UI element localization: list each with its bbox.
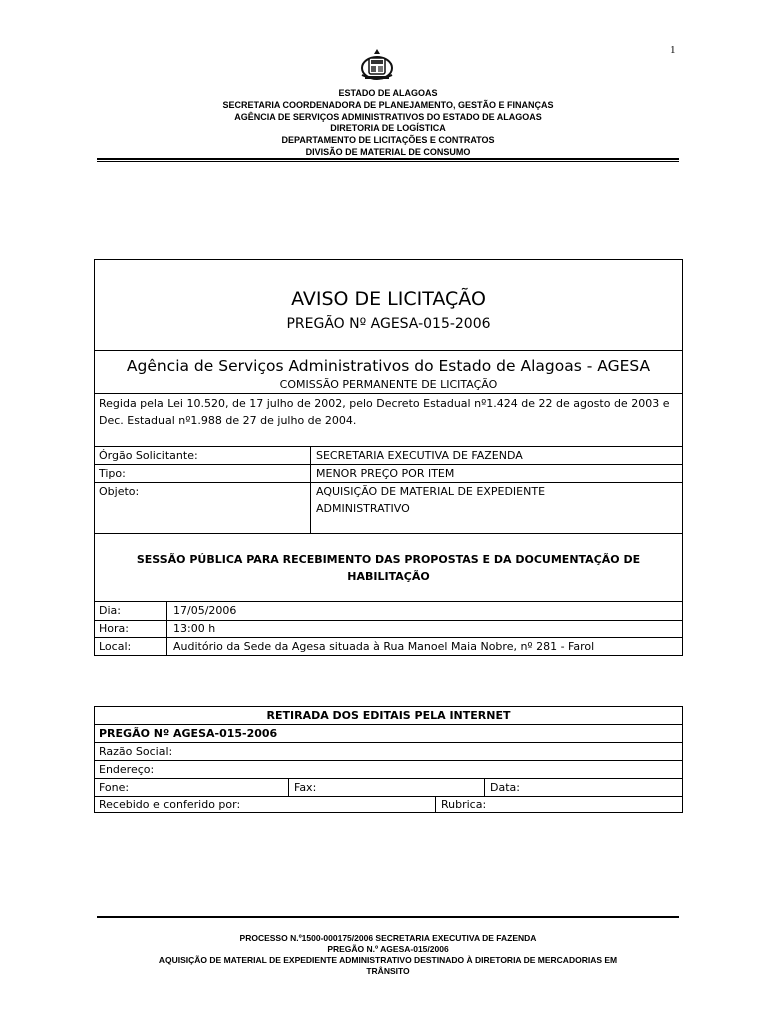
- header-divider-thin: [97, 161, 679, 162]
- divider: [94, 742, 683, 743]
- header-line: ESTADO DE ALAGOAS: [338, 88, 438, 98]
- objeto-value-line: AQUISIÇÃO DE MATERIAL DE EXPEDIENTE: [316, 485, 546, 498]
- orgao-label: Órgão Solicitante:: [99, 449, 198, 462]
- divider: [94, 482, 683, 483]
- divider: [94, 446, 683, 447]
- tipo-value: MENOR PREÇO POR ITEM: [316, 467, 455, 480]
- column-divider: [288, 778, 289, 796]
- divider: [94, 601, 683, 602]
- header-line: AGÊNCIA DE SERVIÇOS ADMINISTRATIVOS DO ESTADO DE ALAGOAS: [234, 111, 542, 122]
- header-line: SECRETARIA COORDENADORA DE PLANEJAMENTO, GESTÃO E FINANÇAS: [222, 99, 554, 110]
- rubrica-field[interactable]: Rubrica:: [441, 798, 487, 811]
- header-divider: [97, 158, 679, 160]
- razao-social-field[interactable]: Razão Social:: [99, 745, 173, 758]
- commission-name: COMISSÃO PERMANENTE DE LICITAÇÃO: [279, 378, 498, 391]
- retirada-title: RETIRADA DOS EDITAIS PELA INTERNET: [266, 709, 511, 722]
- document-footer: [93, 933, 683, 977]
- legal-text-line: Regida pela Lei 10.520, de 17 julho de 2002, pelo Decreto Estadual nº1.424 de 22 de agosto de 2003 e: [99, 397, 670, 410]
- divider: [94, 393, 683, 394]
- divider: [94, 350, 683, 351]
- divider: [94, 620, 683, 621]
- divider: [94, 796, 683, 797]
- recebido-field[interactable]: Recebido e conferido por:: [99, 798, 241, 811]
- fax-field[interactable]: Fax:: [294, 781, 317, 794]
- divider: [94, 464, 683, 465]
- footer-line: TRÂNSITO: [366, 966, 410, 976]
- page-number: 1: [670, 44, 676, 56]
- local-label: Local:: [99, 640, 132, 653]
- hora-value: 13:00 h: [173, 622, 216, 635]
- column-divider: [484, 778, 485, 796]
- session-heading-line: HABILITAÇÃO: [347, 570, 430, 583]
- session-heading: [94, 551, 683, 585]
- divider: [94, 637, 683, 638]
- divider: [94, 760, 683, 761]
- data-field[interactable]: Data:: [490, 781, 520, 794]
- footer-line: AQUISIÇÃO DE MATERIAL DE EXPEDIENTE ADMINISTRATIVO DESTINADO À DIRETORIA DE MERCADORIAS EM: [158, 955, 618, 965]
- agency-name: Agência de Serviços Administrativos do Estado de Alagoas - AGESA: [126, 357, 651, 375]
- fone-field[interactable]: Fone:: [99, 781, 130, 794]
- header-line: DEPARTAMENTO DE LICITAÇÕES E CONTRATOS: [281, 135, 495, 146]
- retirada-pregao: PREGÃO Nº AGESA-015-2006: [99, 727, 278, 740]
- notice-subtitle: PREGÃO Nº AGESA-015-2006: [286, 316, 491, 332]
- session-heading-line: SESSÃO PÚBLICA PARA RECEBIMENTO DAS PROPOSTAS E DA DOCUMENTAÇÃO DE: [136, 553, 641, 566]
- objeto-label: Objeto:: [99, 485, 140, 498]
- tipo-label: Tipo:: [99, 467, 126, 480]
- local-value: Auditório da Sede da Agesa situada à Rua Manoel Maia Nobre, nº 281 - Farol: [173, 640, 595, 653]
- legal-text-line: Dec. Estadual nº1.988 de 27 de julho de 2004.: [99, 414, 357, 427]
- objeto-value-line: ADMINISTRATIVO: [316, 502, 410, 515]
- hora-label: Hora:: [99, 622, 129, 635]
- orgao-value: SECRETARIA EXECUTIVA DE FAZENDA: [316, 449, 523, 462]
- dia-value: 17/05/2006: [173, 604, 237, 617]
- column-divider: [435, 796, 436, 813]
- divider: [94, 724, 683, 725]
- footer-divider: [97, 916, 679, 918]
- header-line: DIRETORIA DE LOGÍSTICA: [330, 123, 446, 134]
- column-divider: [310, 446, 311, 533]
- endereco-field[interactable]: Endereço:: [99, 763, 155, 776]
- footer-line: PREGÃO N.º AGESA-015/2006: [327, 944, 449, 954]
- dia-label: Dia:: [99, 604, 121, 617]
- state-coat-of-arms-icon: [360, 48, 394, 82]
- divider: [94, 533, 683, 534]
- header-line: DIVISÃO DE MATERIAL DE CONSUMO: [305, 146, 471, 157]
- footer-line: PROCESSO N.º1500-000175/2006 SECRETARIA EXECUTIVA DE FAZENDA: [239, 933, 537, 943]
- column-divider: [166, 601, 167, 656]
- notice-title: AVISO DE LICITAÇÃO: [291, 288, 486, 310]
- divider: [94, 778, 683, 779]
- document-header: [93, 88, 683, 159]
